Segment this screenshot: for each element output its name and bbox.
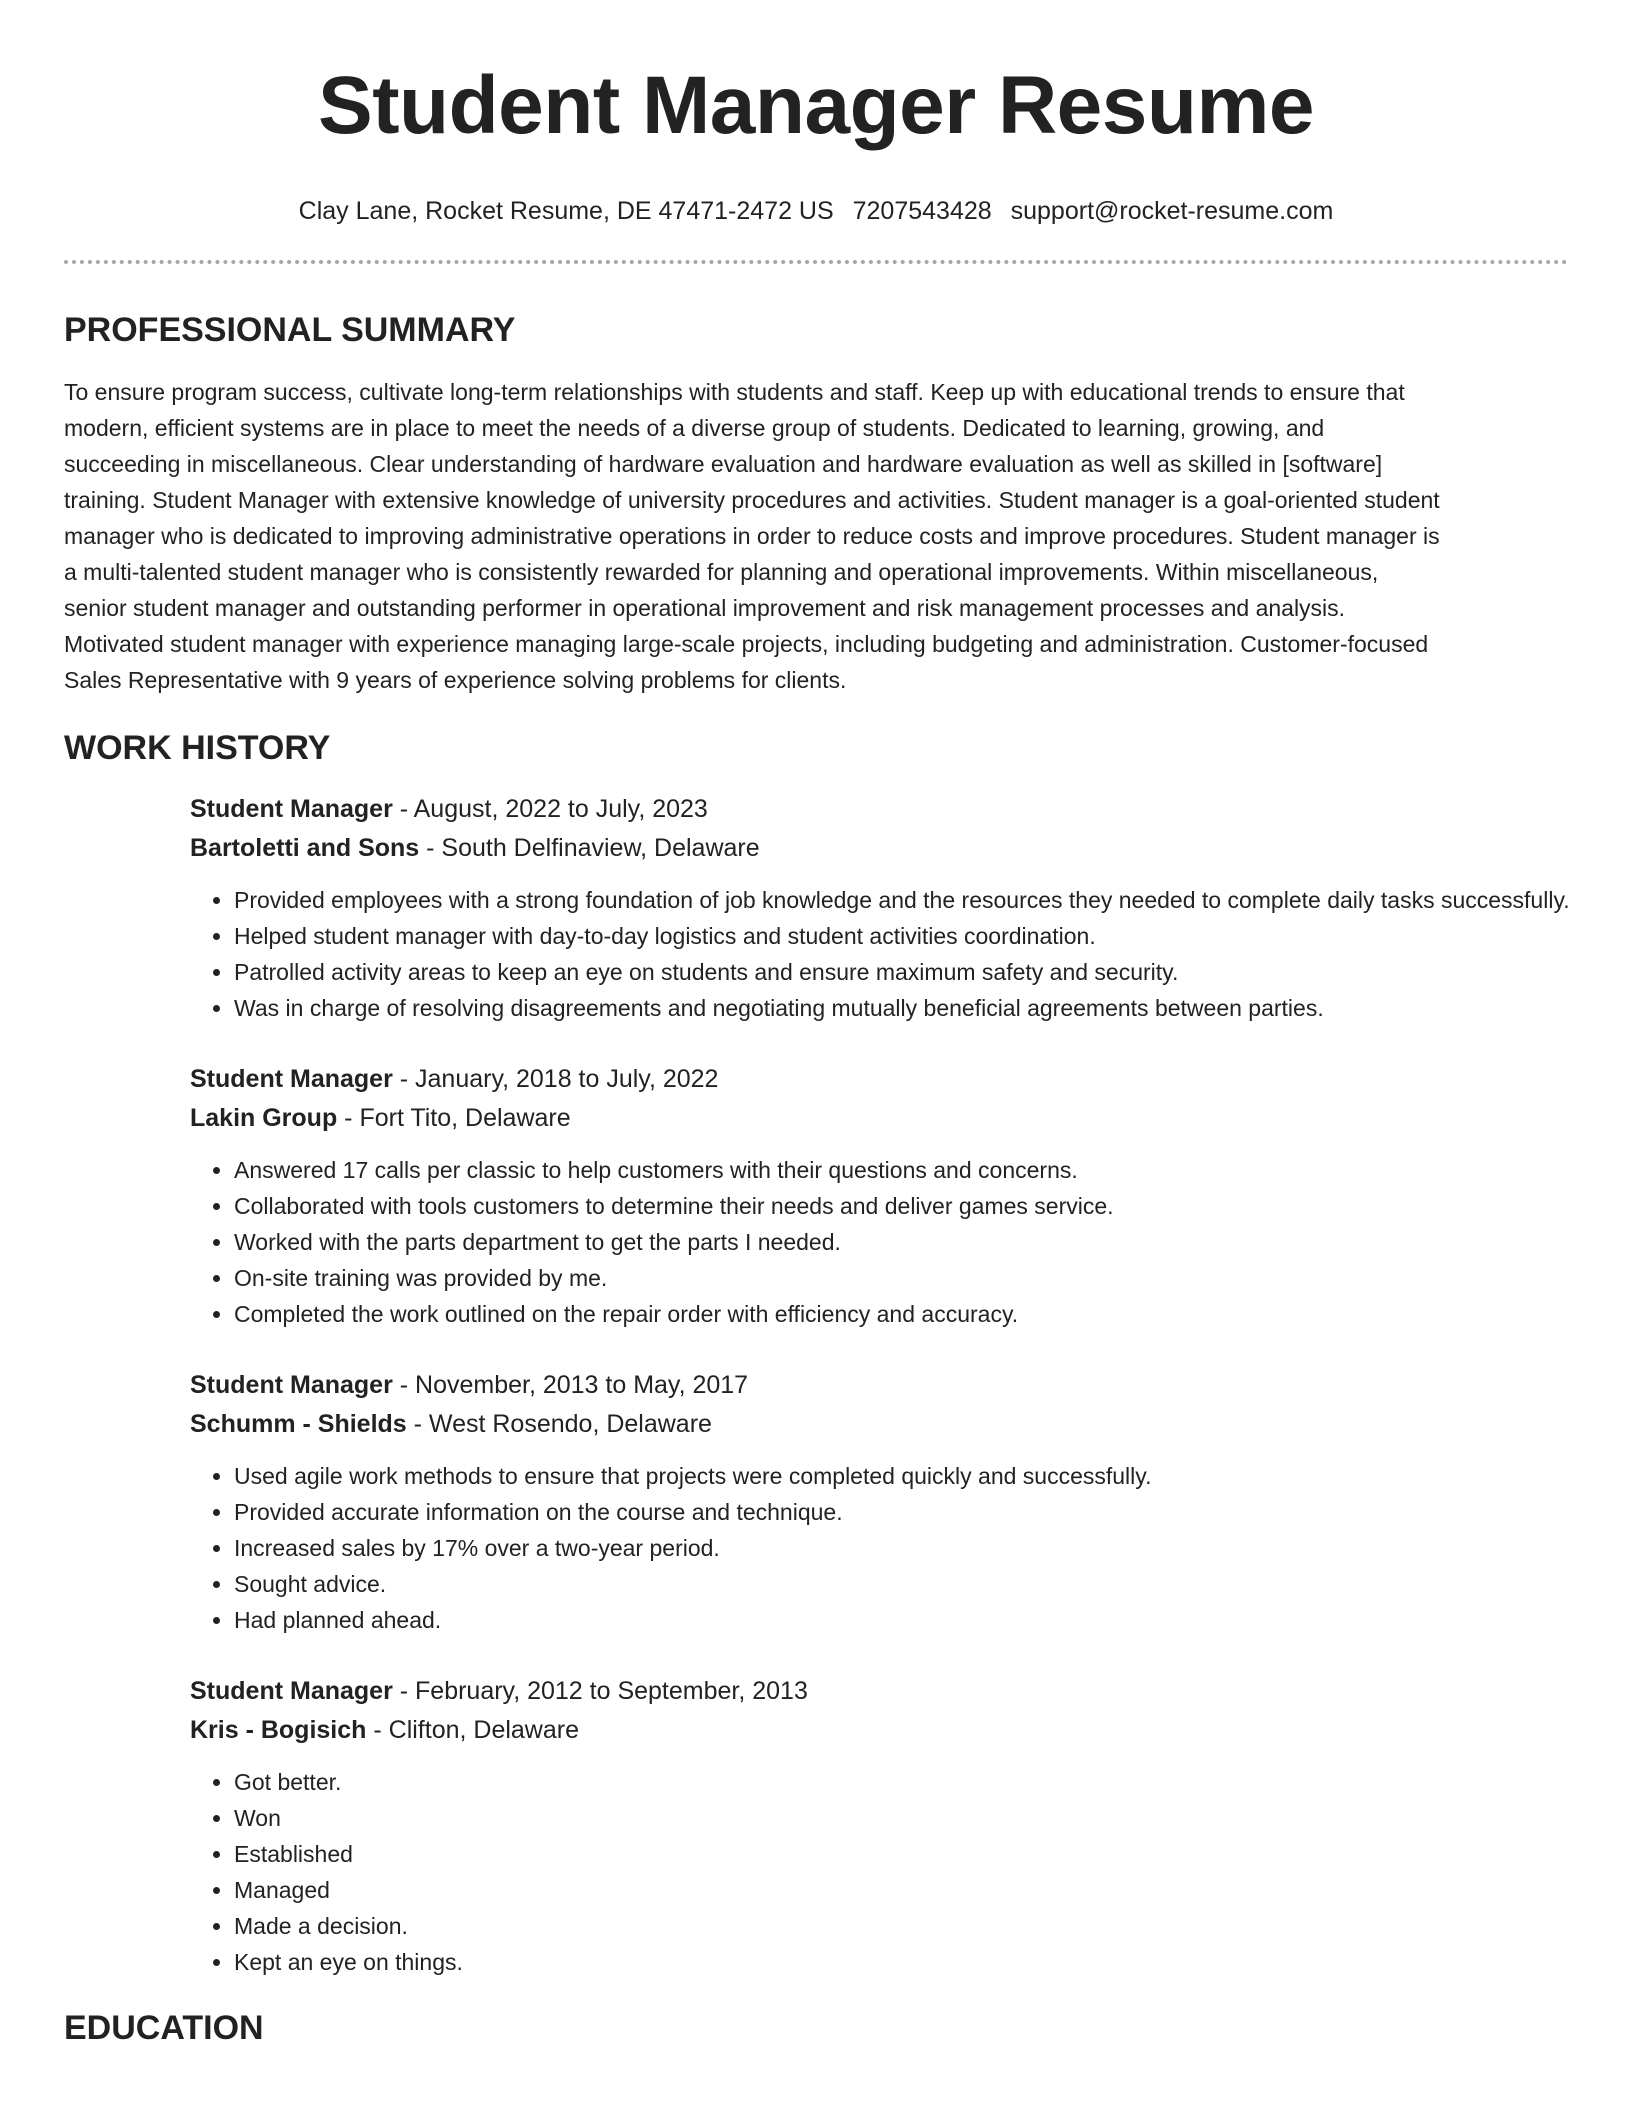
job-title: Student Manager <box>190 1065 393 1093</box>
job-bullet: • Had planned ahead. <box>234 1602 1574 1638</box>
job-company: Bartoletti and Sons <box>190 834 420 862</box>
contact-address: Clay Lane, Rocket Resume, DE 47471-2472 US <box>298 197 834 225</box>
contact-phone: 7207543428 <box>852 197 992 225</box>
job-bullet: • Used agile work methods to ensure that projects were completed quickly and successfully. <box>234 1458 1574 1494</box>
job-company: Kris - Bogisich <box>190 1716 367 1744</box>
job-company-line <box>190 1711 1568 1750</box>
work-history-list <box>190 790 1568 1980</box>
job-entry <box>190 1366 1568 1638</box>
job-bullet: • Collaborated with tools customers to determine their needs and deliver games service. <box>234 1188 1574 1224</box>
contact-email: support@rocket-resume.com <box>1010 197 1334 225</box>
job-dates: - November, 2013 to May, 2017 <box>392 1371 749 1399</box>
job-bullet: • Made a decision. <box>234 1908 1574 1944</box>
job-title-line <box>190 1060 1568 1099</box>
job-bullet: • Managed <box>234 1872 1574 1908</box>
job-bullet: • Patrolled activity areas to keep an eye on students and ensure maximum safety and security. <box>234 954 1574 990</box>
summary-text: To ensure program success, cultivate long-term relationships with students and staff. Keep up with educational trends to ensure that modern, efficient systems are in place to meet the needs of a diverse group of students. Dedicated to learning, growing, and succeeding in miscellaneous. Clear understanding of hardware evaluation and hardware evaluation as well as skilled in [software] training. Student Manager with extensive knowledge of university procedures and activities. Student manager is a goal-oriented student manager who is dedicated to improving administrative operations in order to reduce costs and improve procedures. Student manager is a multi-talented student manager who is consistently rewarded for planning and operational improvements. Within miscellaneous, senior student manager and outstanding performer in operational improvement and risk management processes and analysis. Motivated student manager with experience managing large-scale projects, including budgeting and administration. Customer-focused Sales Representative with 9 years of experience solving problems for clients. <box>64 379 1440 693</box>
job-company-line <box>190 829 1568 868</box>
summary-heading: PROFESSIONAL SUMMARY <box>64 311 516 349</box>
job-company-line <box>190 1099 1568 1138</box>
job-bullet: • Was in charge of resolving disagreements and negotiating mutually beneficial agreements between parties. <box>234 990 1574 1026</box>
job-dates: - August, 2022 to July, 2023 <box>392 795 708 823</box>
job-bullets <box>190 882 1574 1026</box>
job-bullet: • Answered 17 calls per classic to help customers with their questions and concerns. <box>234 1152 1574 1188</box>
job-bullet: • Provided accurate information on the course and technique. <box>234 1494 1574 1530</box>
job-location: - West Rosendo, Delaware <box>406 1410 712 1438</box>
education-heading: EDUCATION <box>64 2009 264 2047</box>
job-bullets <box>190 1764 1574 1980</box>
job-title: Student Manager <box>190 1371 393 1399</box>
job-company-line <box>190 1405 1568 1444</box>
job-entry <box>190 790 1568 1026</box>
job-bullet: • Increased sales by 17% over a two-year period. <box>234 1530 1574 1566</box>
job-title: Student Manager <box>190 1677 393 1705</box>
job-bullet: • Kept an eye on things. <box>234 1944 1574 1980</box>
job-title-line <box>190 790 1568 829</box>
work-history-heading: WORK HISTORY <box>64 729 331 767</box>
job-title-line <box>190 1672 1568 1711</box>
job-bullet: • Provided employees with a strong foundation of job knowledge and the resources they needed to complete daily tasks successfully. <box>234 882 1574 918</box>
job-bullet: • On-site training was provided by me. <box>234 1260 1574 1296</box>
job-dates: - February, 2012 to September, 2013 <box>392 1677 808 1705</box>
job-dates: - January, 2018 to July, 2022 <box>392 1065 719 1093</box>
job-location: - South Delfinaview, Delaware <box>419 834 760 862</box>
job-bullet: • Established <box>234 1836 1574 1872</box>
job-location: - Clifton, Delaware <box>366 1716 579 1744</box>
job-entry <box>190 1672 1568 1980</box>
job-title: Student Manager <box>190 795 393 823</box>
job-location: - Fort Tito, Delaware <box>337 1104 571 1132</box>
job-bullets <box>190 1152 1574 1332</box>
job-bullets <box>190 1458 1574 1638</box>
job-bullet: • Completed the work outlined on the repair order with efficiency and accuracy. <box>234 1296 1574 1332</box>
contact-line <box>64 196 1568 226</box>
job-bullet: • Got better. <box>234 1764 1574 1800</box>
job-bullet: • Worked with the parts department to get the parts I needed. <box>234 1224 1574 1260</box>
job-bullet: • Helped student manager with day-to-day logistics and student activities coordination. <box>234 918 1574 954</box>
resume-page <box>64 0 1568 2048</box>
job-title-line <box>190 1366 1568 1405</box>
job-bullet: • Won <box>234 1800 1574 1836</box>
job-bullet: • Sought advice. <box>234 1566 1574 1602</box>
header-divider <box>64 260 1568 264</box>
job-company: Lakin Group <box>190 1104 338 1132</box>
job-company: Schumm - Shields <box>190 1410 407 1438</box>
job-entry <box>190 1060 1568 1332</box>
resume-title: Student Manager Resume <box>318 60 1314 151</box>
